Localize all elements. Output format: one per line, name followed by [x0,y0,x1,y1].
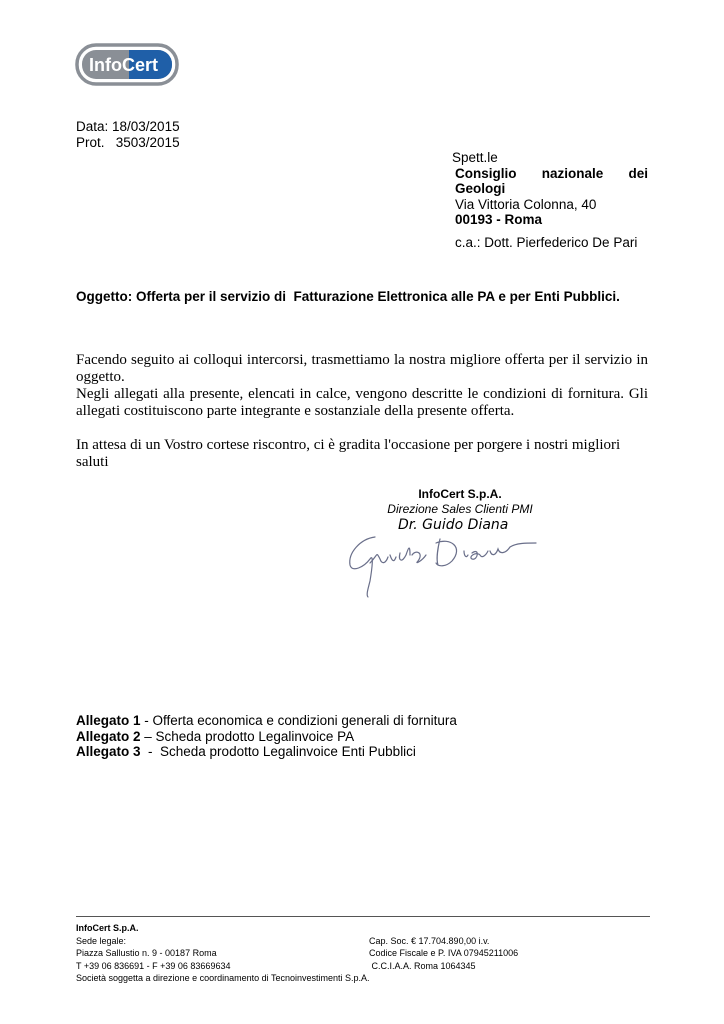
footer-company: InfoCert S.p.A. [76,923,139,933]
attachment-item: Allegato 3 - Scheda prodotto Legalinvoice Enti Pubblici [76,744,416,759]
body-paragraph-1: Facendo seguito ai colloqui intercorsi, trasmettiamo la nostra migliore offerta per il servizio in oggetto. [76,352,648,385]
document-date: Data: 18/03/2015 [76,119,180,134]
svg-text:InfoCert: InfoCert [89,55,158,75]
attachment-item: Allegato 1 - Offerta economica e condizioni generali di fornitura [76,713,457,728]
body-paragraph-3: In attesa di un Vostro cortese riscontro, ci è gradita l'occasione per porgere i nostri migliori saluti [76,437,621,470]
recipient-org-line1: Consiglio nazionale dei [455,165,648,181]
attachments-list [76,713,457,760]
recipient-city: 00193 - Roma [455,212,543,227]
handwritten-signature [340,525,540,600]
infocert-logo [75,43,179,86]
subject-line: Oggetto: Offerta per il servizio di Fatturazione Elettronica alle PA e per Enti Pubblici. [76,289,620,304]
recipient-salutation: Spett.le [452,150,498,165]
attachment-item: Allegato 2 – Scheda prodotto Legalinvoice PA [76,728,355,744]
letter-body [76,352,648,471]
signature-block [380,487,540,517]
footer-left: InfoCert S.p.A. Sede legale: Piazza Sallustio n. 9 - 00187 Roma T +39 06 836691 - F +39 06 83669634 Società soggetta a direzione e coordinamento di Tecnoinvestimenti S.p.A. [76,923,370,983]
document-header [76,119,180,151]
recipient-block [452,150,648,250]
footer-divider [76,916,650,917]
protocol-number: Prot. 3503/2015 [76,135,180,150]
footer-right: Cap. Soc. € 17.704.890,00 i.v. Codice Fiscale e P. IVA 07945211006 C.C.I.A.A. Roma 1064345 [369,935,519,971]
signer-name: Dr. Guido Diana [398,517,509,533]
signature-company: InfoCert S.p.A. [418,487,502,501]
recipient-address: Via Vittoria Colonna, 40 [455,196,597,212]
body-paragraph-2: Negli allegati alla presente, elencati in calce, vengono descritte le condizioni di fornitura. Gli allegati costituiscono parte integrante e sostanziale della presente offerta. [76,386,648,419]
signature-department: Direzione Sales Clienti PMI [387,502,533,516]
recipient-attention: c.a.: Dott. Pierfederico De Pari [455,234,638,250]
recipient-org-line2: Geologi [455,181,506,196]
